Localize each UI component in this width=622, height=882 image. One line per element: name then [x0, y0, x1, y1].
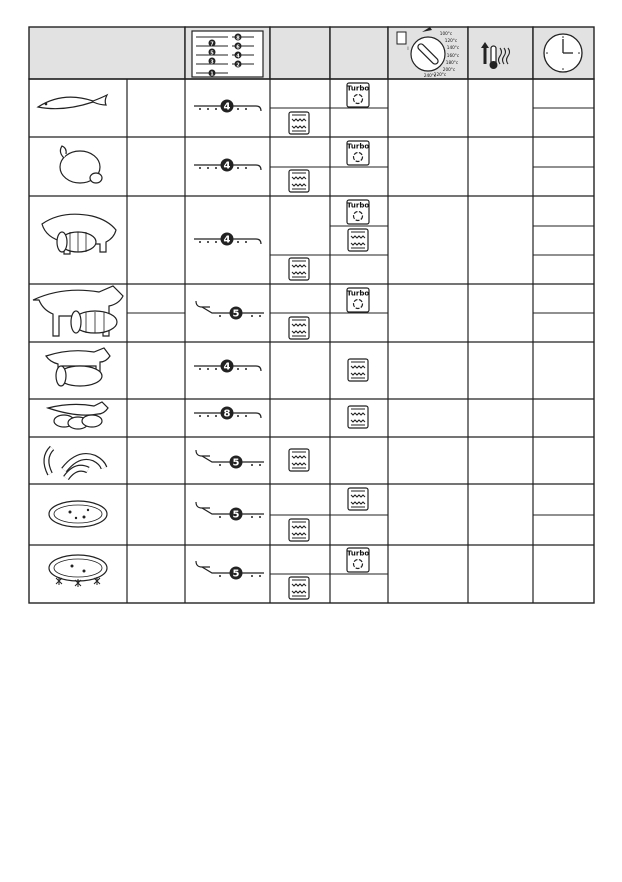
- shelf-rack-4-pork: [194, 233, 261, 246]
- frozen-pizza-icon: [49, 555, 107, 587]
- svg-text:120°c: 120°c: [444, 38, 458, 43]
- svg-text:5: 5: [232, 308, 240, 320]
- conventional-mode-icon: [289, 317, 309, 339]
- svg-text:4: 4: [223, 160, 231, 172]
- svg-text:1: 1: [210, 71, 214, 78]
- turbo-mode-icon: [347, 200, 369, 224]
- svg-text:160°c: 160°c: [446, 53, 460, 58]
- veal-icon: [46, 348, 110, 386]
- conventional-mode-icon: [289, 170, 309, 192]
- svg-text:I: I: [407, 46, 409, 51]
- svg-text:5: 5: [232, 568, 240, 580]
- fish-icon: [38, 95, 107, 109]
- svg-text:140°c: 140°c: [446, 45, 460, 50]
- pizza-icon: [49, 501, 107, 527]
- lamb-icon: [48, 402, 108, 429]
- svg-text:5: 5: [232, 509, 240, 521]
- turbo-mode-icon: [347, 141, 369, 165]
- svg-text:Turbo: Turbo: [346, 549, 370, 558]
- svg-text:8: 8: [236, 35, 240, 42]
- svg-text:4: 4: [236, 53, 240, 60]
- conventional-mode-icon: [289, 519, 309, 541]
- rack-levels-icon: [192, 31, 263, 78]
- turbo-mode-icon: [347, 83, 369, 107]
- svg-text:Turbo: Turbo: [346, 84, 370, 93]
- header-row: [29, 27, 594, 79]
- turbo-mode-icon: [347, 288, 369, 312]
- shelf-rack-8-lamb: [194, 407, 261, 420]
- shelf-rack-4-veal: [194, 360, 261, 373]
- table-body: [29, 79, 594, 603]
- shelf-rack-5-frozen-pizza: [196, 561, 264, 580]
- shelf-rack-4-fish: [194, 100, 261, 113]
- conventional-mode-icon: [348, 359, 368, 381]
- shelf-rack-4-chicken: [194, 159, 261, 172]
- chicken-icon: [60, 146, 102, 183]
- svg-text:6: 6: [236, 44, 240, 51]
- oven-light-icon: [397, 32, 406, 44]
- svg-text:220°c: 220°c: [433, 72, 447, 77]
- svg-text:Turbo: Turbo: [346, 142, 370, 151]
- conventional-mode-icon: [348, 229, 368, 251]
- conventional-mode-icon: [289, 449, 309, 471]
- conventional-mode-icon: [289, 258, 309, 280]
- conventional-mode-icon: [289, 577, 309, 599]
- svg-text:200°c: 200°c: [442, 67, 456, 72]
- svg-text:Turbo: Turbo: [346, 201, 370, 210]
- svg-text:5: 5: [232, 457, 240, 469]
- svg-text:180°c: 180°c: [445, 60, 459, 65]
- svg-text:2: 2: [236, 62, 240, 69]
- svg-text:8: 8: [223, 408, 231, 420]
- svg-text:Turbo: Turbo: [346, 289, 370, 298]
- turbo-mode-icon: [347, 548, 369, 572]
- svg-text:7: 7: [210, 41, 214, 48]
- clock-icon: [544, 34, 582, 72]
- svg-text:3: 3: [210, 59, 214, 66]
- svg-text:4: 4: [223, 361, 231, 373]
- svg-text:5: 5: [210, 50, 214, 57]
- pork-icon: [42, 214, 116, 254]
- beef-icon: [33, 286, 123, 336]
- sausages-icon: [46, 448, 104, 478]
- conventional-mode-icon: [348, 406, 368, 428]
- shelf-rack-5-pizza: [196, 502, 264, 521]
- conventional-mode-icon: [348, 488, 368, 510]
- svg-text:240°c: 240°c: [423, 73, 437, 78]
- svg-text:4: 4: [223, 101, 231, 113]
- shelf-rack-5-sausages: [196, 450, 264, 469]
- conventional-mode-icon: [289, 112, 309, 134]
- svg-text:4: 4: [223, 234, 231, 246]
- svg-text:100°c: 100°c: [439, 31, 453, 36]
- shelf-rack-5-beef: [196, 301, 264, 320]
